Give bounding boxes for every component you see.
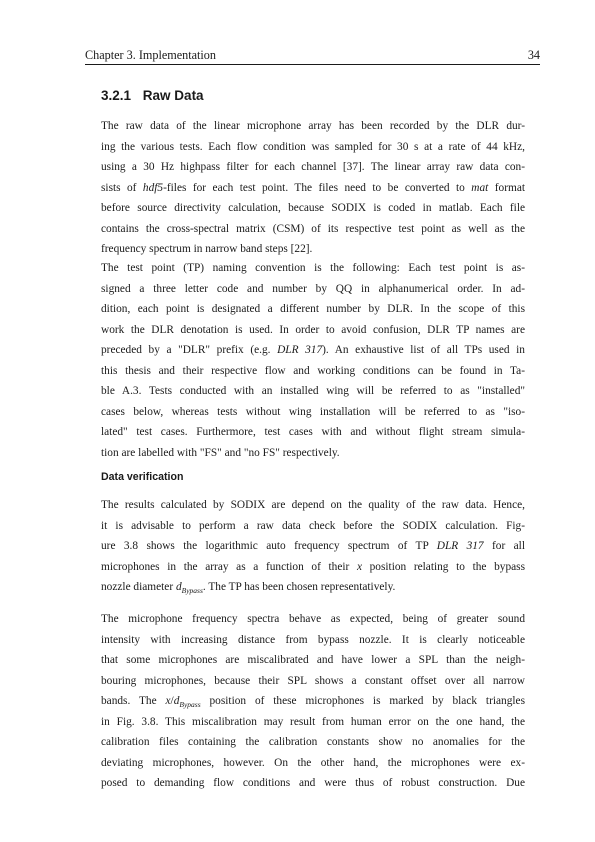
header-page-number: 34: [527, 48, 540, 62]
paragraph-raw-data-intro: [101, 116, 525, 260]
text-line: The test point (TP) naming convention is the following: Each test point is as-: [101, 262, 525, 274]
text-line: contains the cross-spectral matrix (CSM) of its respective test point as well as the: [101, 222, 525, 235]
italic-term: hdf5: [142, 181, 164, 194]
text-line: before source directivity calculation, because SODIX is coded in matlab. Each file: [101, 202, 525, 214]
subsection-heading: Data verification: [101, 471, 184, 483]
text-line: The raw data of the linear microphone array has been recorded by the DLR dur-: [101, 120, 525, 132]
text-line: ble A.3. Tests conducted with an installed wing will be referred to as "installed": [101, 385, 525, 397]
paragraph-data-verification: [101, 495, 525, 598]
section-title: Raw Data: [142, 88, 204, 103]
text-line: nozzle diameter $d_{Bypass}$. The TP has been chosen representatively.: [101, 581, 396, 595]
paragraph-naming-convention: [101, 258, 525, 463]
text-line: that some microphones are miscalibrated and have lower a SPL than the neigh-: [101, 654, 525, 666]
math-variable: d: [175, 581, 182, 593]
text-line: ing the various tests. Each flow condition was sampled for 30 s at a rate of 44 kHz,: [101, 140, 525, 153]
text-line: microphones in the array as a function of their x position relating to the bypass: [101, 560, 525, 573]
text-line: sists of hdf5-files for each test point. The files need to be converted to mat format: [101, 181, 526, 194]
text-line: lated" test cases. Furthermore, test cases with and without flight stream simula-: [101, 426, 525, 438]
text-line: work the DLR denotation is used. In order to avoid confusion, DLR TP names are: [101, 323, 525, 336]
math-subscript: Bypass: [179, 700, 201, 709]
paragraph-spectra-discussion: [101, 609, 525, 794]
math-subscript: Bypass: [181, 586, 203, 595]
text-line: in Fig. 3.8. This miscalibration may result from human error on the one hand, the: [101, 715, 525, 728]
text-line: intensity with increasing distance from bypass nozzle. It is clearly noticeable: [101, 633, 525, 646]
text-line: calibration files containing the calibration constants show no anomalies for the: [101, 736, 525, 748]
italic-term: mat: [471, 181, 489, 194]
text-line: deviating microphones, however. On the other hand, the microphones were ex-: [101, 756, 525, 769]
text-line: The microphone frequency spectra behave as expected, being of greater sound: [101, 613, 525, 625]
text-line: it is advisable to perform a raw data check before the SODIX calculation. Fig-: [101, 519, 525, 532]
math-variable: d: [173, 695, 180, 707]
math-variable: x: [356, 560, 362, 573]
text-line: bands. The $x/d_{Bypass}$ position of these microphones is marked by black triangles: [101, 695, 525, 709]
text-line: dition, each point is designated a different number by DLR. In the scope of this: [101, 303, 525, 315]
header-chapter-title: Chapter 3. Implementation: [85, 48, 216, 62]
text-line: frequency spectrum in narrow band steps [22].: [101, 243, 313, 255]
text-line: The results calculated by SODIX are depend on the quality of the raw data. Hence,: [101, 499, 525, 511]
text-line: using a 30 Hz highpass filter for each channel [37]. The linear array raw data con-: [101, 161, 525, 173]
text-line: cases below, whereas tests without wing installation will be referred to as "iso-: [101, 405, 525, 418]
math-variable: x: [165, 695, 171, 707]
text-line: this thesis and their respective flow and working conditions can be found in Ta-: [101, 364, 525, 377]
section-number: 3.2.1: [101, 88, 132, 103]
text-line: signed a three letter code and number by QQ in alphanumerical order. In ad-: [101, 282, 525, 295]
header-rule: [85, 64, 540, 65]
text-line: preceded by a "DLR" prefix (e.g. DLR 317). An exhaustive list of all TPs used in: [101, 344, 525, 356]
text-line: tion are labelled with "FS" and "no FS" respectively.: [101, 446, 340, 459]
text-line: ure 3.8 shows the logarithmic auto frequency spectrum of TP DLR 317 for all: [101, 540, 525, 552]
text-line: bouring microphones, because their SPL shows a constant offset over all narrow: [101, 674, 525, 687]
text-line: posed to demanding flow conditions and were thus of robust construction. Due: [101, 777, 525, 789]
italic-term: DLR 317: [436, 540, 484, 552]
section-heading: [101, 87, 204, 104]
italic-term: DLR 317: [277, 344, 323, 356]
